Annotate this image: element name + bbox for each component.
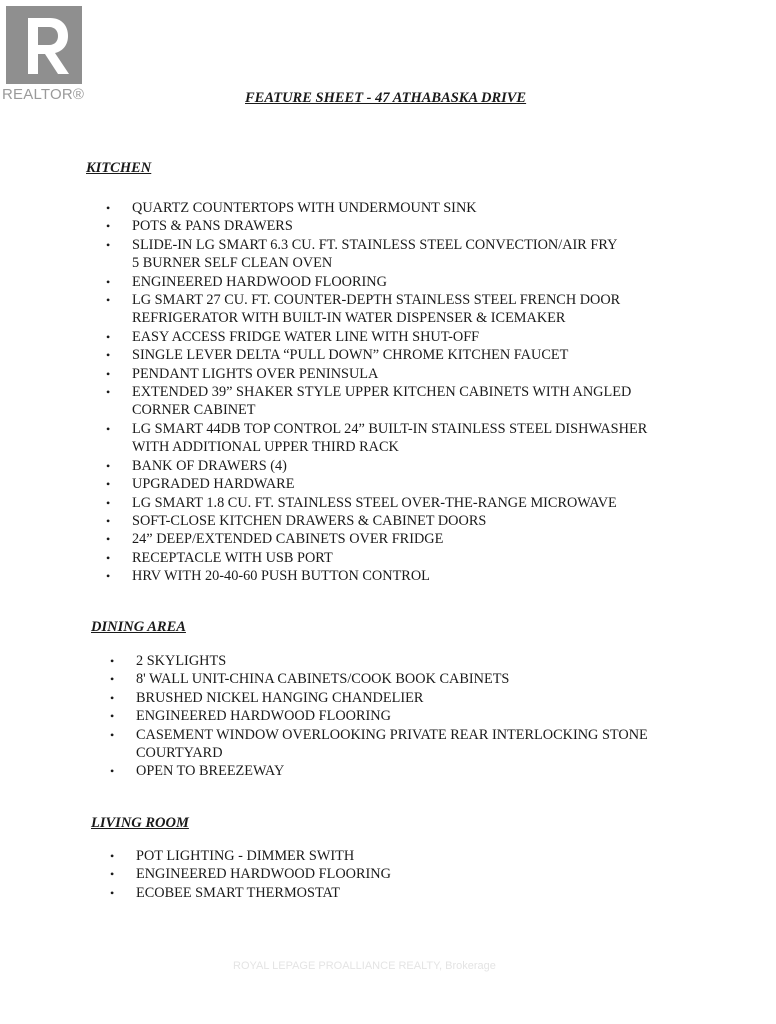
list-item: • UPGRADED HARDWARE — [106, 475, 647, 493]
list-item: • SOFT-CLOSE KITCHEN DRAWERS & CABINET DOORS — [106, 512, 647, 530]
list-item: • POT LIGHTING - DIMMER SWITH — [110, 847, 391, 865]
list-item: • 24” DEEP/EXTENDED CABINETS OVER FRIDGE — [106, 530, 647, 548]
dining-heading: DINING AREA — [91, 619, 186, 635]
list-item: • EASY ACCESS FRIDGE WATER LINE WITH SHUT-OFF — [106, 328, 647, 346]
list-item: • ENGINEERED HARDWOOD FLOORING — [110, 707, 648, 725]
list-item: • BRUSHED NICKEL HANGING CHANDELIER — [110, 689, 648, 707]
list-item: • LG SMART 44DB TOP CONTROL 24” BUILT-IN STAINLESS STEEL DISHWASHER WITH ADDITIONAL UPPER THIRD RACK — [106, 420, 647, 457]
list-item: • CASEMENT WINDOW OVERLOOKING PRIVATE REAR INTERLOCKING STONE COURTYARD — [110, 726, 648, 763]
list-item: • 2 SKYLIGHTS — [110, 652, 648, 670]
realtor-logo-text: REALTOR® — [2, 86, 85, 103]
list-item: • ECOBEE SMART THERMOSTAT — [110, 884, 391, 902]
realtor-r-icon — [6, 6, 82, 84]
list-item: • HRV WITH 20-40-60 PUSH BUTTON CONTROL — [106, 567, 647, 585]
list-item: • SLIDE-IN LG SMART 6.3 CU. FT. STAINLESS STEEL CONVECTION/AIR FRY 5 BURNER SELF CLEAN OVEN — [106, 236, 647, 273]
list-item: • BANK OF DRAWERS (4) — [106, 457, 647, 475]
list-item: • ENGINEERED HARDWOOD FLOORING — [106, 273, 647, 291]
list-item: • LG SMART 27 CU. FT. COUNTER-DEPTH STAINLESS STEEL FRENCH DOOR REFRIGERATOR WITH BUILT-IN WATER DISPENSER & ICEMAKER — [106, 291, 647, 328]
kitchen-heading: KITCHEN — [86, 160, 152, 176]
list-item: • 8' WALL UNIT-CHINA CABINETS/COOK BOOK CABINETS — [110, 670, 648, 688]
living-list — [110, 847, 391, 902]
list-item: • ENGINEERED HARDWOOD FLOORING — [110, 865, 391, 883]
list-item: • LG SMART 1.8 CU. FT. STAINLESS STEEL OVER-THE-RANGE MICROWAVE — [106, 494, 647, 512]
list-item: • RECEPTACLE WITH USB PORT — [106, 549, 647, 567]
realtor-logo — [0, 0, 92, 110]
list-item: • EXTENDED 39” SHAKER STYLE UPPER KITCHEN CABINETS WITH ANGLED CORNER CABINET — [106, 383, 647, 420]
list-item: • POTS & PANS DRAWERS — [106, 217, 647, 235]
kitchen-list — [106, 199, 647, 586]
living-heading: LIVING ROOM — [91, 815, 189, 831]
page-title: FEATURE SHEET - 47 ATHABASKA DRIVE — [245, 90, 527, 106]
list-item: • SINGLE LEVER DELTA “PULL DOWN” CHROME KITCHEN FAUCET — [106, 346, 647, 364]
dining-list — [110, 652, 648, 781]
list-item: • PENDANT LIGHTS OVER PENINSULA — [106, 365, 647, 383]
list-item: • OPEN TO BREEZEWAY — [110, 762, 648, 780]
list-item: • QUARTZ COUNTERTOPS WITH UNDERMOUNT SINK — [106, 199, 647, 217]
brokerage-watermark: ROYAL LEPAGE PROALLIANCE REALTY, Brokerage — [233, 960, 496, 972]
